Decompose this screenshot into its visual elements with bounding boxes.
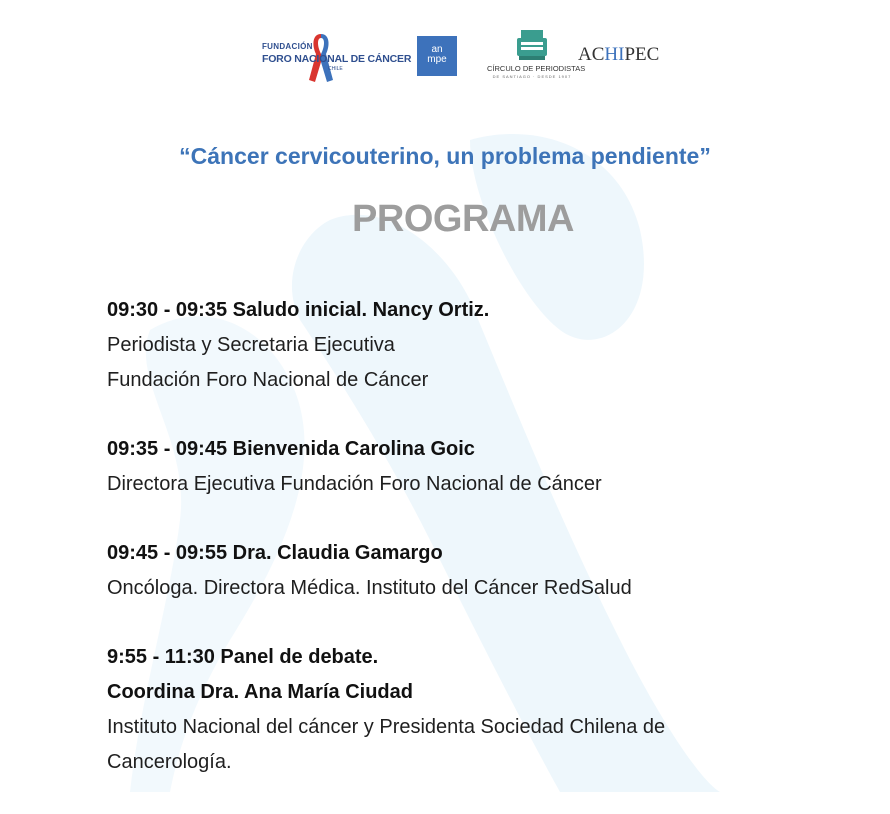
anmpe-logo [417, 36, 457, 76]
anmpe-logo-line2: mpe [427, 54, 447, 65]
foro-logo-name: FORO NACIONAL DE CÁNCER [262, 53, 412, 65]
logo-strip [0, 22, 890, 92]
program-item-detail: Fundación Foro Nacional de Cáncer [107, 369, 429, 391]
program-item [107, 640, 867, 780]
event-title: “Cáncer cervicouterino, un problema pendiente” [179, 143, 711, 169]
circulo-logo-tagline: DE SANTIAGO · DESDE 1907 [492, 74, 572, 79]
achipec-logo-pre: AC [578, 44, 605, 65]
program-item-detail: Instituto Nacional del cáncer y Presidenta Sociedad Chilena de [107, 716, 666, 738]
program-item [107, 432, 867, 502]
program-item-coordinator: Coordina Dra. Ana María Ciudad [107, 681, 413, 703]
program-item [107, 536, 867, 606]
program-item-title: 09:30 - 09:35 Saludo inicial. Nancy Ortiz. [107, 299, 490, 321]
achipec-logo [578, 34, 668, 74]
program-list [107, 293, 867, 814]
program-item-detail: Oncóloga. Directora Médica. Instituto del Cáncer RedSalud [107, 577, 632, 599]
circulo-logo-name: CÍRCULO DE PERIODISTAS [487, 64, 586, 73]
foro-logo-small: FUNDACIÓN [262, 42, 313, 51]
program-item [107, 293, 867, 398]
circulo-periodistas-logo [487, 28, 586, 84]
program-item-detail: Directora Ejecutiva Fundación Foro Nacional de Cáncer [107, 473, 602, 495]
achipec-logo-hi: HI [604, 44, 625, 65]
anmpe-logo-line1: an [431, 44, 443, 55]
program-item-detail: Periodista y Secretaria Ejecutiva [107, 334, 395, 356]
program-item-title: 9:55 - 11:30 Panel de debate. [107, 646, 379, 668]
achipec-logo-word [578, 44, 659, 66]
program-item-title: 09:45 - 09:55 Dra. Claudia Gamargo [107, 542, 443, 564]
program-heading: PROGRAMA [352, 198, 574, 240]
typewriter-icon [515, 28, 549, 62]
foro-logo-country: CHILE [328, 66, 343, 72]
achipec-logo-post: PEC [624, 44, 660, 65]
program-item-detail: Cancerología. [107, 751, 232, 773]
foro-nacional-cancer-logo [258, 30, 412, 80]
program-item-title: 09:35 - 09:45 Bienvenida Carolina Goic [107, 438, 475, 460]
